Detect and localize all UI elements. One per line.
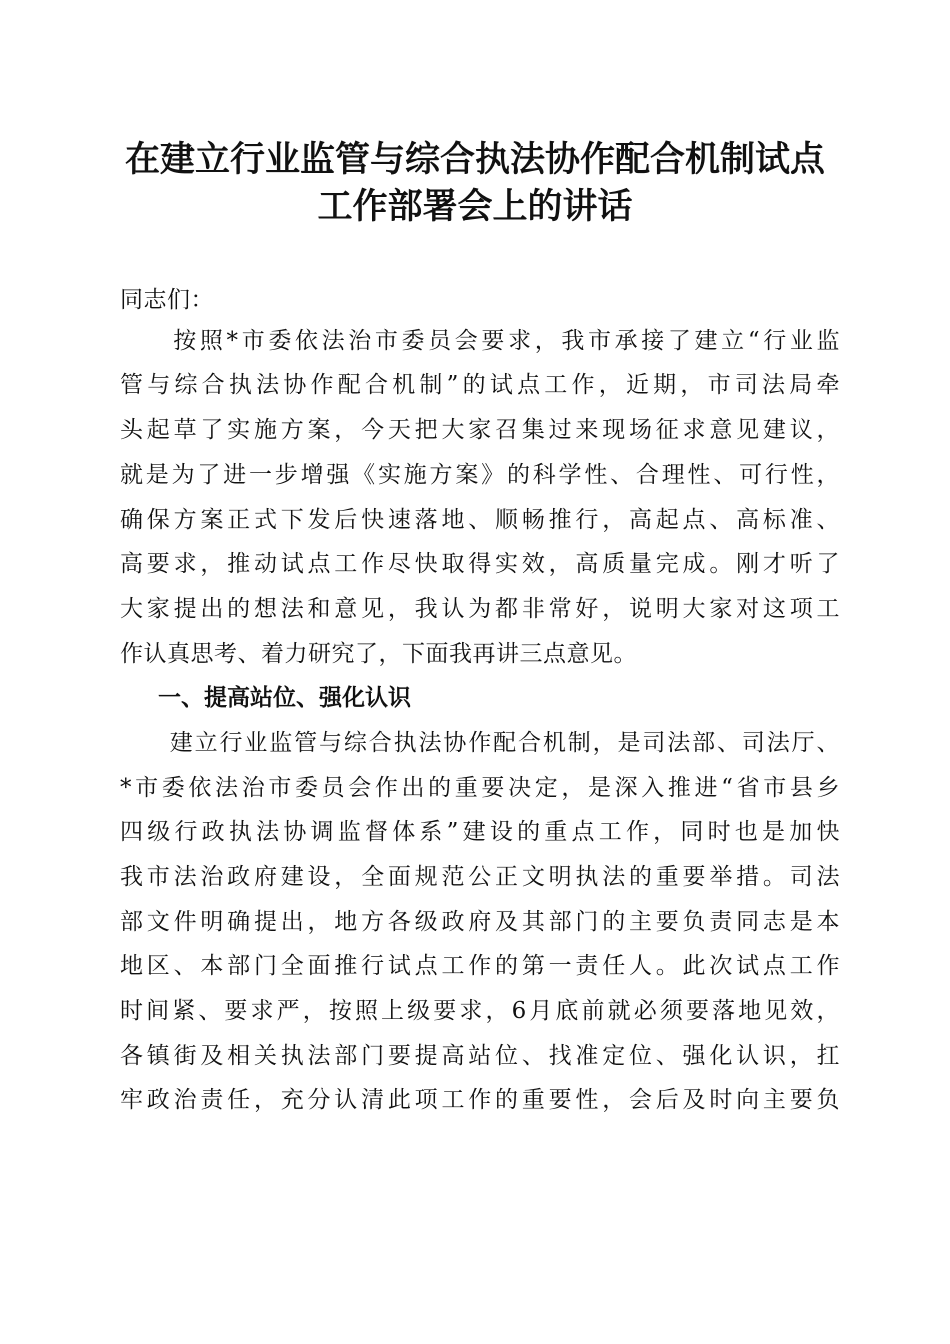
paragraph-2-line: *市委依法治市委员会作出的重要决定，是深入推进“省市县乡 xyxy=(120,775,840,801)
paragraph-2-line: 建立行业监管与综合执法协作配合机制，是司法部、司法厅、 xyxy=(120,730,840,756)
paragraph-1-line: 大家提出的想法和意见，我认为都非常好，说明大家对这项工 xyxy=(120,596,840,622)
document-title-line-1: 在建立行业监管与综合执法协作配合机制试点 xyxy=(124,139,825,180)
paragraph-2-line: 部文件明确提出，地方各级政府及其部门的主要负责同志是本 xyxy=(120,909,840,935)
paragraph-2-line: 各镇街及相关执法部门要提高站位、找准定位、强化认识，扛 xyxy=(120,1043,840,1069)
paragraph-1-line: 按照*市委依法治市委员会要求，我市承接了建立“行业监 xyxy=(120,328,840,354)
paragraph-2-line: 牢政治责任，充分认清此项工作的重要性，会后及时向主要负 xyxy=(120,1087,840,1113)
paragraph-1-line: 高要求，推动试点工作尽快取得实效，高质量完成。刚才听了 xyxy=(120,551,840,577)
paragraph-1-line: 管与综合执法协作配合机制”的试点工作，近期，市司法局牵 xyxy=(120,372,840,398)
paragraph-1-line: 作认真思考、着力研究了，下面我再讲三点意见。 xyxy=(120,641,637,667)
paragraph-2-line: 我市法治政府建设，全面规范公正文明执法的重要举措。司法 xyxy=(120,864,840,890)
paragraph-2-line: 时间紧、要求严，按照上级要求，6月底前就必须要落地见效， xyxy=(120,998,840,1024)
paragraph-1-line: 就是为了进一步增强《实施方案》的科学性、合理性、可行性， xyxy=(120,462,840,488)
document-title-line-2: 工作部署会上的讲话 xyxy=(317,186,633,227)
section-heading-1: 一、提高站位、强化认识 xyxy=(158,685,411,711)
salutation: 同志们： xyxy=(120,287,214,313)
paragraph-2-line: 四级行政执法协调监督体系”建设的重点工作，同时也是加快 xyxy=(120,819,840,845)
paragraph-2-line: 地区、本部门全面推行试点工作的第一责任人。此次试点工作 xyxy=(120,953,840,979)
paragraph-1-line: 确保方案正式下发后快速落地、顺畅推行，高起点、高标准、 xyxy=(120,507,840,533)
paragraph-1-line: 头起草了实施方案，今天把大家召集过来现场征求意见建议， xyxy=(120,417,840,443)
